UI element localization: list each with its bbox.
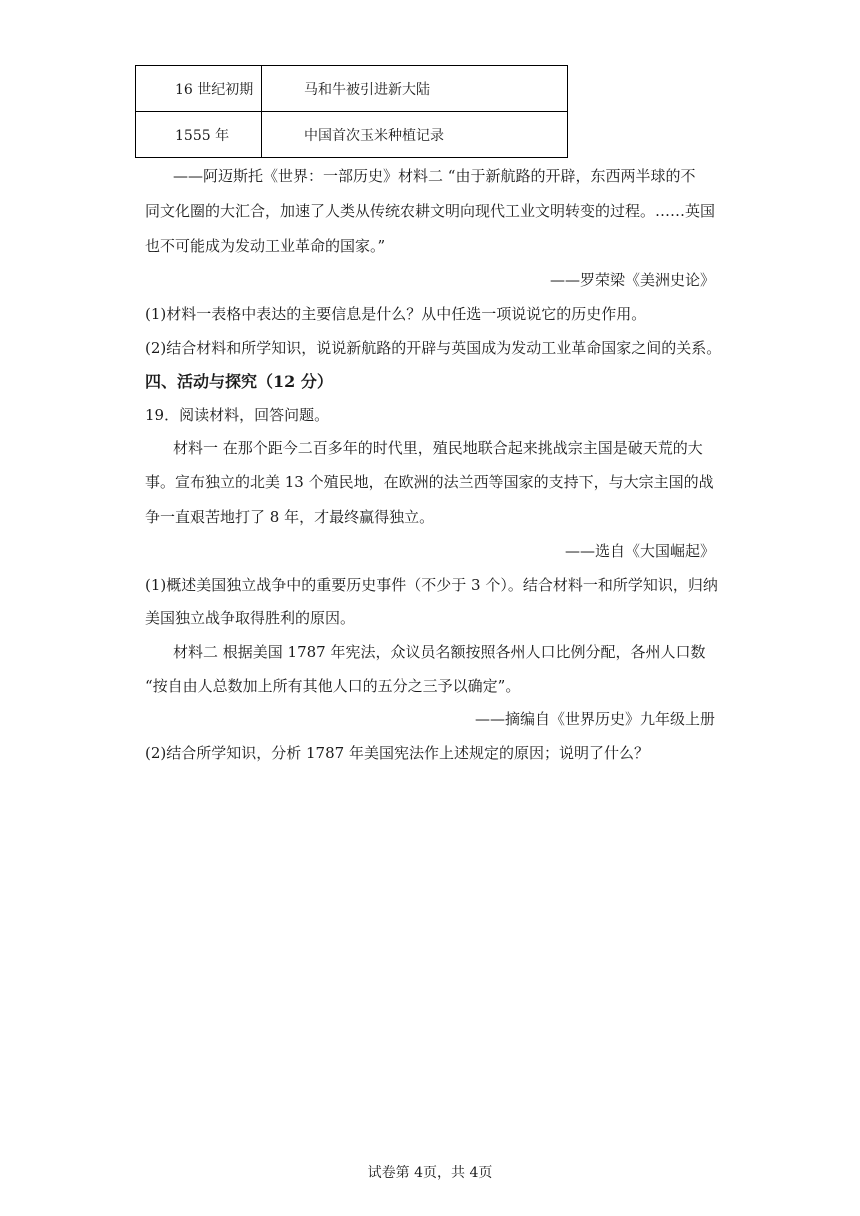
source-citation: ——罗荣梁《美洲史论》 [549, 271, 715, 289]
page-footer: 试卷第 4页，共 4页 [367, 1165, 493, 1181]
material-text-line: 材料一 在那个距今二百多年的时代里，殖民地联合起来挑战宗主国是破天荒的大 [173, 439, 703, 457]
section-heading: 四、活动与探究（12 分） [145, 372, 333, 391]
question-text: (1)材料一表格中表达的主要信息是什么？从中任选一项说说它的历史作用。 [145, 305, 647, 323]
table-row [136, 66, 568, 112]
question-text: (1)概述美国独立战争中的重要历史事件（不少于 3 个）。结合材料一和所学知识，归纳 [145, 576, 718, 594]
table-cell-period: 1555 年 [136, 112, 262, 158]
table-cell-event: 中国首次玉米种植记录 [262, 112, 568, 158]
events-table [135, 65, 568, 158]
material-text-line: 同文化圈的大汇合，加速了人类从传统农耕文明向现代工业文明转变的过程。……英国 [145, 202, 716, 220]
question-number: 19．阅读材料，回答问题。 [145, 406, 330, 424]
material-text-line: “按自由人总数加上所有其他人口的五分之三予以确定”。 [145, 677, 521, 695]
material-text-line: 也不可能成为发动工业革命的国家。” [145, 237, 386, 255]
question-text: (2)结合材料和所学知识，说说新航路的开辟与英国成为发动工业革命国家之间的关系。 [145, 339, 722, 357]
material-text-line: 事。宣布独立的北美 13 个殖民地，在欧洲的法兰西等国家的支持下，与大宗主国的战 [145, 473, 714, 491]
table-row [136, 112, 568, 158]
table-cell-event: 马和牛被引进新大陆 [262, 66, 568, 112]
question-text: (2)结合所学知识，分析 1787 年美国宪法作上述规定的原因；说明了什么？ [145, 744, 649, 762]
source-citation: ——选自《大国崛起》 [564, 542, 715, 560]
material-text-line: 争一直艰苦地打了 8 年，才最终赢得独立。 [145, 508, 435, 526]
question-text: 美国独立战争取得胜利的原因。 [145, 609, 356, 627]
source-citation: ——摘编自《世界历史》九年级上册 [474, 710, 715, 728]
material-text-line: 材料二 根据美国 1787 年宪法，众议员名额按照各州人口比例分配，各州人口数 [173, 643, 706, 661]
material-text-line: ——阿迈斯托《世界：一部历史》材料二 “由于新航路的开辟，东西两半球的不 [173, 167, 696, 185]
table-cell-period: 16 世纪初期 [136, 66, 262, 112]
